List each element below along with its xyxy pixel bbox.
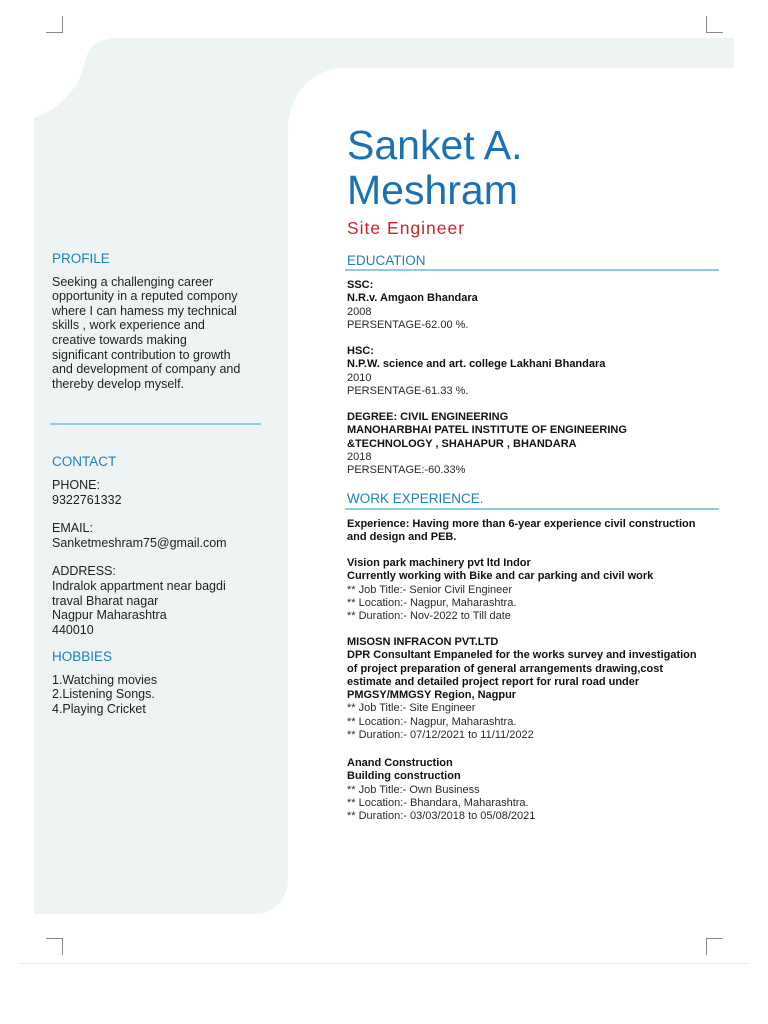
work-experience-divider — [345, 508, 719, 510]
hobby-item: 1.Watching movies — [52, 672, 158, 687]
job-duration: ** Duration:- Nov-2022 to Till date — [347, 610, 511, 623]
job-location: ** Location:- Nagpur, Maharashtra. — [347, 596, 517, 609]
email-block — [52, 521, 262, 550]
education-level: HSC: — [347, 345, 374, 357]
education-entry-hsc — [347, 345, 727, 398]
work-experience-heading: WORK EXPERIENCE. — [347, 491, 484, 506]
profile-line: thereby develop myself. — [52, 376, 185, 391]
profile-line: opportunity in a reputed compony — [52, 289, 238, 304]
crop-mark-top-left — [46, 16, 63, 33]
education-school: N.R.v. Amgaon Bhandara — [347, 292, 478, 305]
name-line-1: Sanket A. — [347, 122, 523, 168]
profile-line: where I can hamess my technical — [52, 303, 237, 318]
job-entry — [347, 757, 727, 823]
job-entry — [347, 557, 727, 623]
profile-line: and development of company and — [52, 362, 241, 377]
email-label: EMAIL: — [52, 521, 93, 536]
profile-text — [52, 275, 262, 392]
job-duration: ** Duration:- 07/12/2021 to 11/11/2022 — [347, 729, 534, 742]
profile-line: creative towards making — [52, 332, 187, 347]
education-level: DEGREE: CIVIL ENGINEERING — [347, 411, 509, 423]
education-year: 2008 — [347, 305, 372, 318]
profile-line: Seeking a challenging career — [52, 274, 214, 289]
education-school: N.P.W. science and art. college Lakhani Bhandara — [347, 358, 606, 371]
job-description: Currently working with Bike and car parking and civil work — [347, 570, 654, 583]
contact-heading: CONTACT — [52, 454, 117, 470]
job-location: ** Location:- Nagpur, Maharashtra. — [347, 715, 517, 728]
address-line: 440010 — [52, 622, 94, 637]
address-line: Indralok appartment near bagdi — [52, 578, 226, 593]
job-description: of project preparation of general arrangements drawing,cost — [347, 662, 664, 675]
education-entry-degree — [347, 411, 727, 477]
summary-line: and design and PEB. — [347, 531, 457, 544]
hobby-item: 2.Listening Songs. — [52, 687, 155, 702]
education-school: MANOHARBHAI PATEL INSTITUTE OF ENGINEERING — [347, 424, 627, 437]
education-score: PERSENTAGE-62.00 %. — [347, 318, 469, 331]
job-company: MISOSN INFRACON PVT.LTD — [347, 636, 499, 648]
job-description: Building construction — [347, 770, 461, 783]
address-block — [52, 564, 262, 637]
address-line: Nagpur Maharashtra — [52, 608, 167, 623]
job-entry — [347, 636, 727, 742]
address-label: ADDRESS: — [52, 564, 116, 579]
job-role: Site Engineer — [347, 218, 466, 238]
job-company: Anand Construction — [347, 757, 453, 769]
job-duration: ** Duration:- 03/03/2018 to 05/08/2021 — [347, 810, 536, 823]
crop-mark-bottom-right — [706, 938, 723, 955]
job-description: estimate and detailed project report for rural road under — [347, 675, 640, 688]
sidebar — [52, 252, 262, 717]
education-entry-ssc — [347, 279, 727, 332]
education-heading: EDUCATION — [347, 253, 426, 268]
address-line: traval Bharat nagar — [52, 593, 159, 608]
hobbies-heading: HOBBIES — [52, 649, 113, 665]
profile-divider — [50, 423, 261, 425]
phone-label: PHONE: — [52, 477, 100, 492]
hobbies-list — [52, 673, 262, 717]
name-line-2: Meshram — [347, 167, 518, 213]
profile-line: skills , work experience and — [52, 318, 205, 333]
crop-mark-top-right — [706, 16, 723, 33]
job-description: DPR Consultant Empaneled for the works survey and investigation — [347, 649, 697, 662]
education-divider — [345, 269, 719, 271]
phone-number[interactable]: 9322761332 — [52, 492, 122, 507]
crop-mark-bottom-left — [46, 938, 63, 955]
profile-heading: PROFILE — [52, 251, 110, 266]
education-school: &TECHNOLOGY , SHAHAPUR , BHANDARA — [347, 437, 577, 450]
email-address[interactable]: Sanketmeshram75@gmail.com — [52, 535, 227, 550]
summary-line: Experience: Having more than 6-year experience civil construction — [347, 518, 696, 530]
education-year: 2018 — [347, 450, 372, 463]
job-title: ** Job Title:- Site Engineer — [347, 702, 476, 715]
job-description: PMGSY/MMGSY Region, Nagpur — [347, 689, 517, 702]
job-title: ** Job Title:- Own Business — [347, 783, 480, 796]
profile-line: significant contribution to growth — [52, 347, 231, 362]
education-score: PERSENTAGE:-60.33% — [347, 464, 466, 477]
candidate-name — [347, 123, 523, 213]
education-score: PERSENTAGE-61.33 %. — [347, 384, 469, 397]
education-year: 2010 — [347, 371, 372, 384]
phone-block — [52, 478, 262, 507]
education-level: SSC: — [347, 279, 374, 291]
job-location: ** Location:- Bhandara, Maharashtra. — [347, 796, 529, 809]
page-bottom-divider — [18, 963, 750, 964]
job-title: ** Job Title:- Senior Civil Engineer — [347, 583, 513, 596]
experience-summary — [347, 518, 727, 545]
hobby-item: 4.Playing Cricket — [52, 702, 146, 717]
job-company: Vision park machinery pvt ltd Indor — [347, 557, 531, 569]
